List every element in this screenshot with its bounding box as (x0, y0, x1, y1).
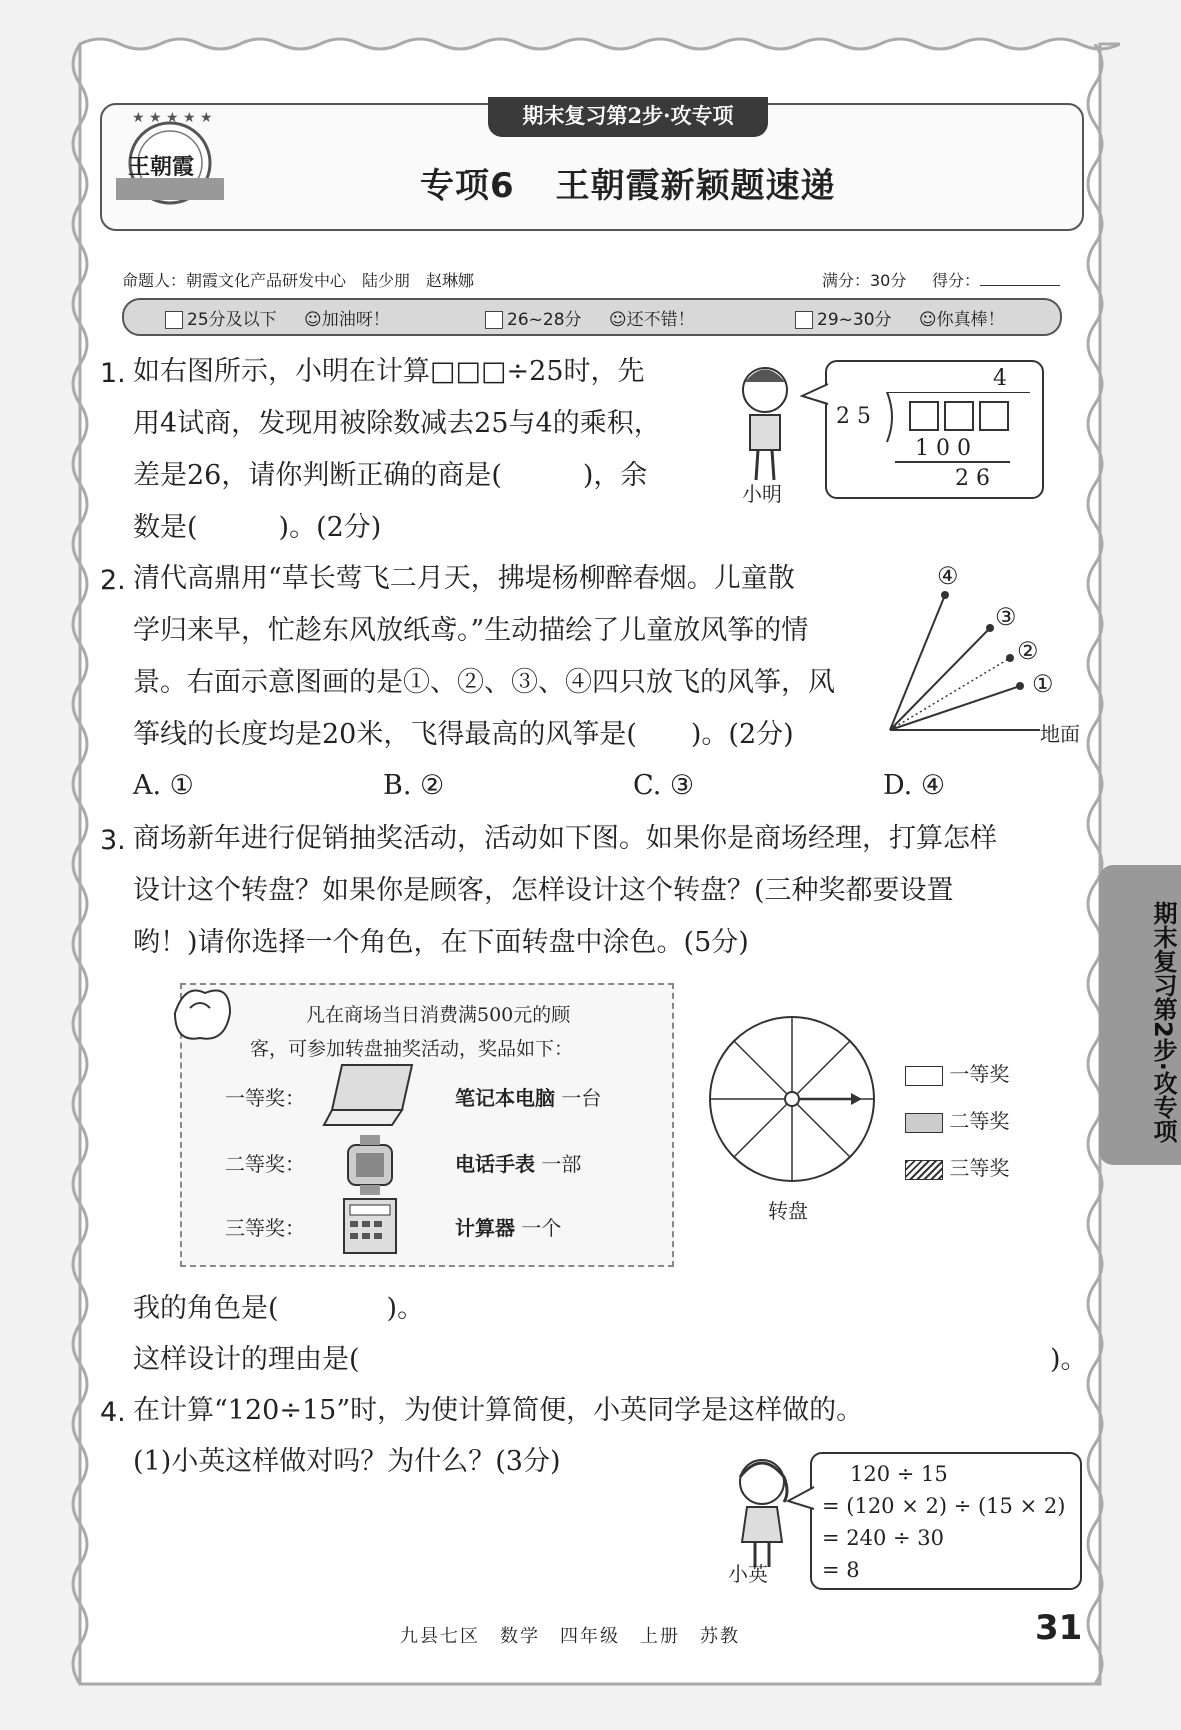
q1-line: 用4试商，发现用被除数减去25与4的乘积， (133, 408, 661, 439)
q1-line: 如右图所示，小明在计算□□□÷25时，先 (133, 356, 645, 387)
frame-left-wave (60, 44, 90, 1684)
q2-line: 筝线的长度均是20米，飞得最高的风筝是( )。(2分) (133, 719, 794, 750)
q2-line: 清代高鼎用“草长莺飞二月天，拂堤杨柳醉春烟。儿童散 (133, 563, 795, 594)
prize-name-2: 电话手表 一部 (455, 1152, 582, 1176)
header-tab: 期末复习第2步·攻专项 (488, 97, 768, 137)
prize-intro-line: 凡在商场当日消费满500元的顾 (306, 1004, 571, 1026)
legend-swatch-first (905, 1066, 943, 1086)
prize-level-2: 二等奖： (225, 1152, 305, 1176)
side-tab: 期末复习第2步·攻专项 (1099, 865, 1181, 1165)
kite-label-4: ④ (937, 562, 959, 590)
legend-first: 一等奖 (905, 1058, 1009, 1087)
level-3-checkbox[interactable] (795, 311, 813, 329)
smile-icon: ☺ (608, 310, 627, 330)
calc-line: 120 ÷ 15 (850, 1462, 948, 1486)
level-2-checkbox[interactable] (485, 311, 503, 329)
q4-sub1: (1)小英这样做对吗？为什么？(3分) (133, 1446, 561, 1477)
title-brand: 王朝霞 (555, 166, 661, 206)
q1-number: 1. (100, 358, 126, 389)
full-score: 满分：30分 (822, 271, 907, 290)
q2-option-c[interactable]: C. ③ (633, 770, 695, 801)
title-part2: 新颖题速递 (660, 166, 836, 206)
score-label: 得分： (932, 271, 981, 290)
q3-answer-reason-start[interactable]: 这样设计的理由是( (133, 1344, 360, 1375)
prize-wheel[interactable] (707, 1014, 877, 1184)
q2-option-d[interactable]: D. ④ (883, 770, 946, 801)
score-input[interactable] (980, 285, 1060, 286)
q1-divisor: 2 5 (836, 404, 871, 429)
bubble-pointer (800, 382, 830, 412)
legend-swatch-third (905, 1160, 943, 1180)
q2-option-a[interactable]: A. ① (133, 770, 194, 801)
legend-second: 二等奖 (905, 1105, 1009, 1134)
q2-number: 2. (100, 565, 126, 596)
calc-line: = 240 ÷ 30 (822, 1526, 945, 1550)
q3-number: 3. (100, 825, 126, 856)
logo-text: 王朝霞 (128, 154, 195, 180)
bubble-pointer (786, 1485, 816, 1515)
author-line: 命题人：朝霞文化产品研发中心 陆少朋 赵琳娜 (122, 271, 475, 290)
ground-label: 地面 (1040, 722, 1080, 746)
page-title (420, 158, 836, 207)
level-1-checkbox[interactable] (165, 311, 183, 329)
prize-intro-line: 客，可参加转盘抽奖活动，奖品如下： (250, 1038, 574, 1060)
q4-girl-name: 小英 (728, 1562, 768, 1586)
page-number: 31 (1035, 1608, 1083, 1648)
level-2: 26~28分 ☺还不错！ (485, 305, 695, 330)
q1-quotient: 4 (993, 366, 1007, 391)
frame-right-wave (1085, 44, 1115, 1684)
q1-product: 1 0 0 (915, 436, 971, 461)
q4-calc (822, 1458, 1065, 1586)
q4-text: 在计算“120÷15”时，为使计算简便，小英同学是这样做的。 (133, 1395, 864, 1426)
q1-boy-name: 小明 (742, 482, 782, 506)
calculator-icon (340, 1195, 400, 1255)
gift-icon (165, 978, 235, 1048)
q1-remainder: 2 6 (955, 466, 990, 491)
q3-answer-role[interactable]: 我的角色是( )。 (133, 1293, 425, 1324)
prize-name-3: 计算器 一个 (455, 1216, 562, 1240)
q1-line: 数是( )。(2分) (133, 512, 382, 543)
q2-line: 景。右面示意图画的是①、②、③、④四只放飞的风筝，风 (133, 667, 835, 698)
prize-name-1: 笔记本电脑 一台 (455, 1086, 602, 1110)
smile-icon: ☺ (918, 310, 937, 330)
q3-text (133, 813, 1083, 969)
prize-level-1: 一等奖： (225, 1086, 305, 1110)
q2-option-b[interactable]: B. ② (383, 770, 445, 801)
kite-label-3: ③ (995, 603, 1017, 631)
calc-line: = 8 (822, 1558, 860, 1582)
footer: 九县七区 数学 四年级 上册 苏教 (400, 1626, 740, 1647)
svg-text:★ ★ ★ ★ ★: ★ ★ ★ ★ ★ (132, 110, 213, 126)
watch-icon (340, 1135, 400, 1195)
prize-intro (250, 998, 573, 1066)
q1-line: 差是26，请你判断正确的商是( )，余 (133, 460, 648, 491)
q3-line: 设计这个转盘？如果你是顾客，怎样设计这个转盘？(三种奖都要设置 (133, 875, 954, 906)
q3-answer-reason-end: )。 (1050, 1344, 1088, 1375)
q3-line: 哟！)请你选择一个角色，在下面转盘中涂色。(5分) (133, 927, 749, 958)
calc-line: = (120 × 2) ÷ (15 × 2) (822, 1494, 1066, 1518)
q3-line: 商场新年进行促销抽奖活动，活动如下图。如果你是商场经理，打算怎样 (133, 823, 997, 854)
level-3: 29~30分 ☺你真棒！ (795, 305, 1005, 330)
legend-third: 三等奖 (905, 1152, 1009, 1181)
wheel-label: 转盘 (768, 1199, 808, 1223)
q2-text (133, 553, 893, 761)
q1-text (133, 346, 693, 554)
level-1: 25分及以下 ☺加油呀！ (165, 305, 390, 330)
q2-line: 学归来早，忙趁东风放纸鸢。”生动描绘了儿童放风筝的情 (133, 615, 809, 646)
kite-label-1: ① (1032, 670, 1054, 698)
boy-figure (720, 360, 810, 490)
laptop-icon (322, 1060, 417, 1130)
title-part1: 专项6 (420, 166, 515, 206)
smile-icon: ☺ (304, 310, 322, 330)
prize-level-3: 三等奖： (225, 1216, 305, 1240)
kite-label-2: ② (1017, 637, 1039, 665)
q4-number: 4. (100, 1397, 126, 1428)
legend-swatch-second (905, 1113, 943, 1133)
